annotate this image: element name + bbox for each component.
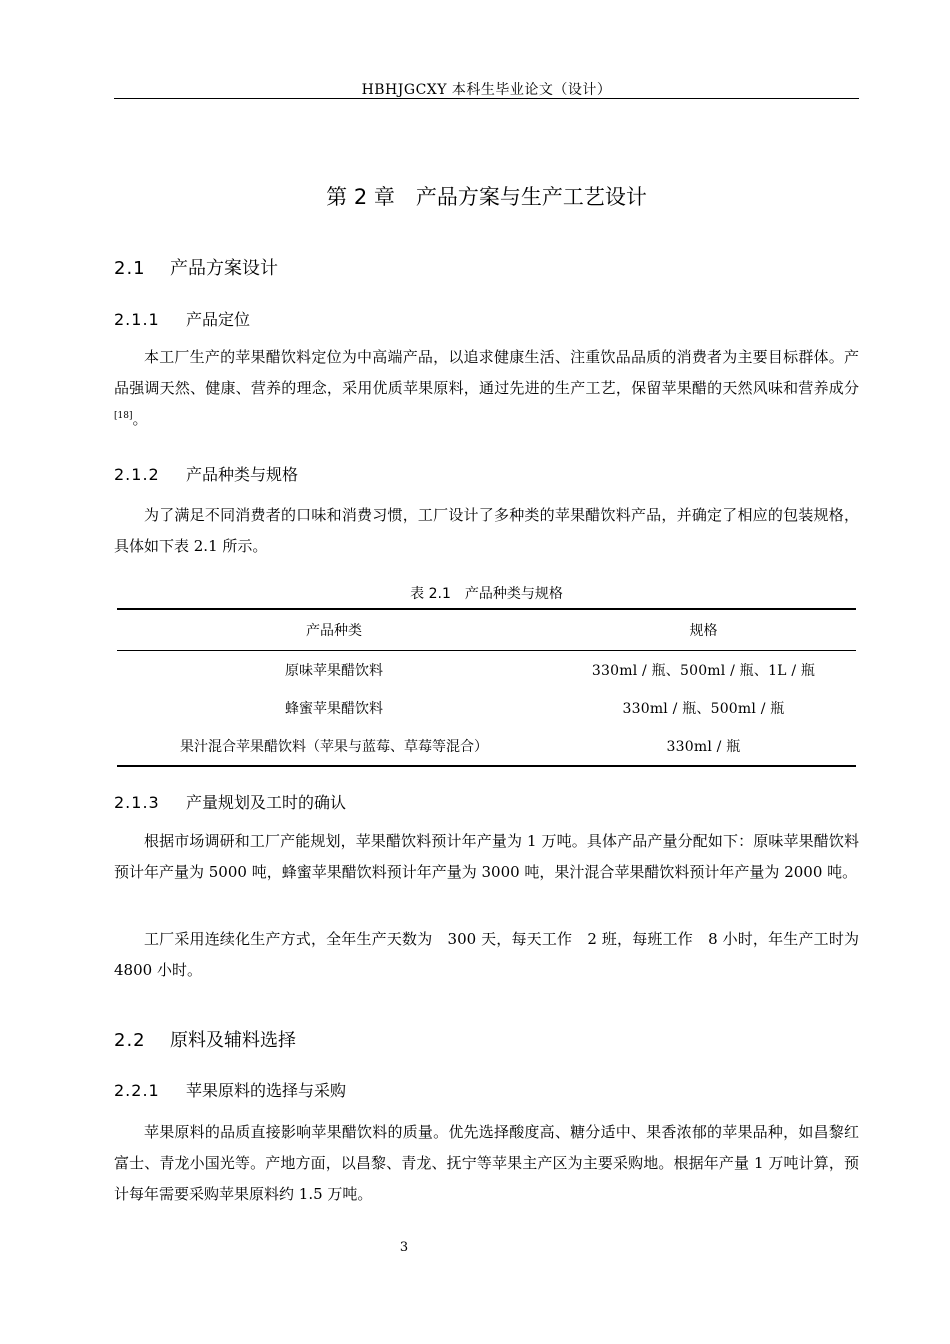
table-caption: 表 2.1 产品种类与规格 (410, 586, 563, 602)
table-cell-spec: 330ml / 瓶 (551, 727, 856, 766)
section-number: 2.2 (114, 1030, 146, 1051)
subsection-number: 2.1.3 (114, 793, 160, 812)
paragraph-apple-sourcing: 苹果原料的品质直接影响苹果醋饮料的质量。优先选择酸度高、糖分适中、果香浓郁的苹果品种，如昌黎红富士、青龙小国光等。产地方面，以昌黎、青龙、抚宁等苹果主产区为主要采购地。根据年产量 1 万吨计算，预计每年需要采购苹果原料约 1.5 万吨。 (114, 1123, 859, 1203)
page-number: 3 (399, 1240, 409, 1255)
table-row (117, 689, 856, 727)
subsection-title: 产量规划及工时的确认 (186, 793, 347, 812)
section-heading-2-1 (114, 254, 278, 280)
table-cell-spec: 330ml / 瓶、500ml / 瓶 (622, 701, 785, 717)
table-header-cell: 产品种类 (117, 609, 551, 651)
section-title: 原料及辅料选择 (170, 1030, 296, 1051)
paragraph-product-positioning (114, 342, 859, 435)
paragraph-text: 本工厂生产的苹果醋饮料定位为中高端产品，以追求健康生活、注重饮品品质的消费者为主要目标群体。产品强调天然、健康、营养的理念，采用优质苹果原料，通过先进的生产工艺，保留苹果醋的天然风味和营养成分 (114, 348, 859, 397)
section-title: 产品方案设计 (170, 258, 278, 279)
header-rule (114, 98, 859, 99)
subsection-number: 2.1.2 (114, 465, 160, 484)
table-cell-product: 果汁混合苹果醋饮料（苹果与蓝莓、草莓等混合） (117, 727, 551, 766)
table-cell-spec: 330ml / 瓶、500ml / 瓶、1L / 瓶 (591, 663, 816, 679)
subsection-number: 2.2.1 (114, 1081, 160, 1100)
paragraph-product-types: 为了满足不同消费者的口味和消费习惯，工厂设计了多种类的苹果醋饮料产品，并确定了相应的包装规格，具体如下表 2.1 所示。 (114, 506, 859, 555)
table-header-cell: 规格 (551, 609, 856, 651)
paragraph-production-plan: 根据市场调研和工厂产能规划，苹果醋饮料预计年产量为 1 万吨。具体产品产量分配如下：原味苹果醋饮料预计年产量为 5000 吨，蜂蜜苹果醋饮料预计年产量为 3000 吨，果汁混合苹果醋饮料预计年产量为 2000 吨。 (114, 832, 859, 881)
citation-ref[interactable]: [18] (114, 411, 133, 421)
subsection-number: 2.1.1 (114, 310, 160, 329)
section-number: 2.1 (114, 258, 146, 279)
section-heading-2-2 (114, 1026, 296, 1052)
table-header-row (117, 609, 856, 651)
subsection-heading-2-2-1 (114, 1078, 346, 1101)
table-row (117, 651, 856, 690)
table-row (117, 727, 856, 766)
subsection-title: 产品定位 (186, 310, 251, 329)
subsection-title: 苹果原料的选择与采购 (186, 1081, 347, 1100)
subsection-heading-2-1-2 (114, 462, 298, 485)
paragraph-end: 。 (132, 410, 148, 428)
subsection-heading-2-1-1 (114, 307, 250, 330)
table-cell-product: 蜂蜜苹果醋饮料 (285, 701, 383, 717)
table-cell-product: 原味苹果醋饮料 (285, 663, 383, 679)
running-header: HBHJGCXY 本科生毕业论文（设计） (361, 82, 612, 98)
product-spec-table (117, 608, 856, 767)
subsection-heading-2-1-3 (114, 790, 346, 813)
subsection-title: 产品种类与规格 (186, 465, 299, 484)
chapter-title: 第 2 章 产品方案与生产工艺设计 (326, 185, 647, 209)
paragraph-work-hours: 工厂采用连续化生产方式，全年生产天数为 300 天，每天工作 2 班，每班工作 8 小时，年生产工时为 4800 小时。 (114, 930, 875, 979)
